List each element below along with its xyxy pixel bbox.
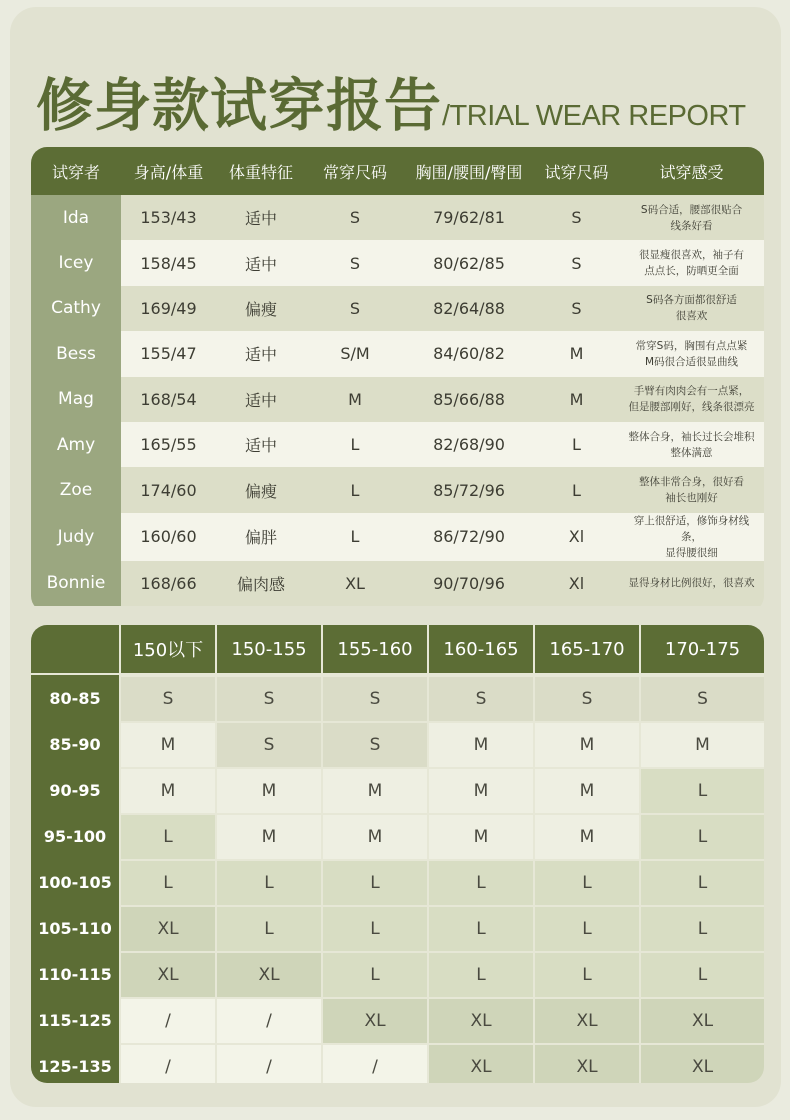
feedback-cell [619, 331, 764, 376]
height-range-header: 170-175 [639, 625, 764, 675]
bust-range-label: 90-95 [31, 767, 119, 813]
size-cell: / [215, 1043, 321, 1083]
size-cell: L [119, 859, 215, 905]
trial-cell: S [306, 240, 404, 285]
trial-cell: 适中 [216, 422, 306, 467]
trial-cell: L [534, 467, 619, 512]
trial-cell: L [306, 467, 404, 512]
size-cell: M [639, 721, 764, 767]
feedback-line: 很喜欢 [675, 310, 708, 323]
size-cell: XL [639, 1043, 764, 1083]
trial-cell: 153/43 [121, 195, 216, 240]
size-cell: L [427, 951, 533, 997]
tester-name: Amy [31, 422, 121, 467]
size-cell: M [427, 721, 533, 767]
size-cell: XL [321, 997, 427, 1043]
trial-row [31, 561, 764, 606]
trial-header-cell: 试穿感受 [619, 147, 764, 195]
size-row [31, 1043, 764, 1083]
trial-cell: 偏胖 [216, 513, 306, 561]
trial-row [31, 331, 764, 376]
trial-header-cell: 常穿尺码 [306, 147, 404, 195]
page-title [36, 60, 746, 142]
size-cell: XL [119, 951, 215, 997]
size-cell: M [533, 813, 639, 859]
bust-range-label: 100-105 [31, 859, 119, 905]
size-cell: M [533, 767, 639, 813]
feedback-cell [619, 286, 764, 331]
size-cell: XL [215, 951, 321, 997]
trial-cell: S/M [306, 331, 404, 376]
size-cell: XL [639, 997, 764, 1043]
trial-cell: S [534, 286, 619, 331]
size-row [31, 951, 764, 997]
trial-row [31, 467, 764, 512]
trial-header-cell: 胸围/腰围/臀围 [404, 147, 534, 195]
trial-cell: 85/72/96 [404, 467, 534, 512]
tester-name: Bonnie [31, 561, 121, 606]
tester-name: Icey [31, 240, 121, 285]
bust-range-label: 115-125 [31, 997, 119, 1043]
size-cell: XL [533, 997, 639, 1043]
trial-cell: S [306, 195, 404, 240]
trial-cell: 90/70/96 [404, 561, 534, 606]
feedback-line: 但是腰部刚好，线条很漂亮 [628, 401, 755, 414]
feedback-cell [619, 467, 764, 512]
title-english: /TRIAL WEAR REPORT [442, 100, 746, 132]
size-cell: / [215, 997, 321, 1043]
tester-name: Zoe [31, 467, 121, 512]
height-range-header: 160-165 [427, 625, 533, 675]
size-row [31, 905, 764, 951]
feedback-line: 整体满意 [670, 446, 713, 459]
trial-cell: Xl [534, 513, 619, 561]
tester-name: Mag [31, 377, 121, 422]
feedback-line: 点点长，防晒更全面 [644, 265, 739, 278]
size-table-corner [31, 625, 119, 675]
trial-cell: S [306, 286, 404, 331]
trial-cell: L [306, 422, 404, 467]
size-row [31, 767, 764, 813]
size-cell: S [215, 675, 321, 721]
feedback-line: 手臂有肉肉会有一点紧， [633, 385, 750, 398]
trial-cell: Xl [534, 561, 619, 606]
size-cell: L [533, 859, 639, 905]
size-cell: L [119, 813, 215, 859]
trial-row [31, 513, 764, 561]
trial-cell: 适中 [216, 331, 306, 376]
size-cell: L [639, 859, 764, 905]
tester-name: Cathy [31, 286, 121, 331]
size-reference-table [31, 625, 764, 1083]
feedback-line: 常穿S码，胸围有点点紧 [635, 339, 748, 352]
trial-cell: 适中 [216, 240, 306, 285]
bust-range-label: 80-85 [31, 675, 119, 721]
trial-table-header [31, 147, 764, 195]
trial-row [31, 286, 764, 331]
trial-cell: M [534, 377, 619, 422]
feedback-line: S码各方面都很舒适 [646, 294, 737, 307]
tester-name: Judy [31, 513, 121, 561]
trial-cell: S [534, 240, 619, 285]
trial-cell: 168/54 [121, 377, 216, 422]
size-cell: M [321, 767, 427, 813]
bust-range-label: 125-135 [31, 1043, 119, 1083]
size-cell: L [533, 905, 639, 951]
size-cell: L [321, 905, 427, 951]
feedback-line: 整体非常合身，很好看 [639, 476, 744, 489]
trial-cell: 偏瘦 [216, 286, 306, 331]
feedback-line: S码合适，腰部很贴合 [640, 203, 743, 216]
size-cell: L [215, 905, 321, 951]
trial-cell: 84/60/82 [404, 331, 534, 376]
feedback-line: 整体合身，袖长过长会堆积 [628, 430, 755, 443]
trial-cell: M [306, 377, 404, 422]
size-cell: L [533, 951, 639, 997]
height-range-header: 150以下 [119, 625, 215, 675]
trial-cell: 168/66 [121, 561, 216, 606]
trial-cell: 174/60 [121, 467, 216, 512]
trial-cell: 偏肉感 [216, 561, 306, 606]
size-cell: M [215, 767, 321, 813]
trial-cell: 适中 [216, 195, 306, 240]
trial-cell: 86/72/90 [404, 513, 534, 561]
size-cell: / [119, 997, 215, 1043]
trial-header-cell: 体重特征 [216, 147, 306, 195]
trial-cell: S [534, 195, 619, 240]
trial-cell: 偏瘦 [216, 467, 306, 512]
size-row [31, 721, 764, 767]
trial-row [31, 422, 764, 467]
feedback-line: 很显瘦很喜欢，袖子有 [639, 249, 744, 262]
height-range-header: 165-170 [533, 625, 639, 675]
trial-cell: 160/60 [121, 513, 216, 561]
title-chinese: 修身款试穿报告 [36, 73, 442, 139]
tester-name: Bess [31, 331, 121, 376]
trial-row [31, 195, 764, 240]
size-cell: L [639, 813, 764, 859]
bust-range-label: 95-100 [31, 813, 119, 859]
size-cell: M [119, 721, 215, 767]
trial-cell: 适中 [216, 377, 306, 422]
size-row [31, 813, 764, 859]
trial-cell: 80/62/85 [404, 240, 534, 285]
size-cell: S [321, 721, 427, 767]
feedback-cell [619, 195, 764, 240]
size-row [31, 997, 764, 1043]
trial-header-cell: 试穿者 [31, 147, 121, 195]
trial-header-cell: 试穿尺码 [534, 147, 619, 195]
trial-cell: 85/66/88 [404, 377, 534, 422]
size-cell: S [119, 675, 215, 721]
trial-cell: 155/47 [121, 331, 216, 376]
trial-report-table [31, 147, 764, 612]
feedback-line: M码很合适很显曲线 [644, 355, 739, 368]
trial-row [31, 240, 764, 285]
size-cell: M [427, 767, 533, 813]
size-cell: M [321, 813, 427, 859]
trial-row [31, 377, 764, 422]
trial-cell: XL [306, 561, 404, 606]
height-range-header: 150-155 [215, 625, 321, 675]
trial-cell: 82/68/90 [404, 422, 534, 467]
size-table-header [31, 625, 764, 675]
size-cell: L [215, 859, 321, 905]
trial-cell: 165/55 [121, 422, 216, 467]
size-row [31, 859, 764, 905]
size-cell: L [321, 859, 427, 905]
trial-cell: 169/49 [121, 286, 216, 331]
size-cell: L [639, 951, 764, 997]
size-cell: XL [427, 997, 533, 1043]
size-cell: L [427, 859, 533, 905]
feedback-cell [619, 422, 764, 467]
feedback-line: 穿上很舒适，修饰身材线条， [633, 514, 750, 543]
trial-header-cell: 身高/体重 [121, 147, 216, 195]
size-cell: S [321, 675, 427, 721]
size-cell: XL [427, 1043, 533, 1083]
size-row [31, 675, 764, 721]
size-cell: M [119, 767, 215, 813]
size-cell: L [427, 905, 533, 951]
trial-cell: M [534, 331, 619, 376]
size-cell: M [533, 721, 639, 767]
size-cell: S [639, 675, 764, 721]
feedback-line: 线条好看 [670, 219, 713, 232]
size-cell: S [215, 721, 321, 767]
size-cell: XL [533, 1043, 639, 1083]
trial-cell: 82/64/88 [404, 286, 534, 331]
trial-cell: L [534, 422, 619, 467]
trial-cell: L [306, 513, 404, 561]
size-cell: XL [119, 905, 215, 951]
bust-range-label: 85-90 [31, 721, 119, 767]
trial-cell: 158/45 [121, 240, 216, 285]
size-cell: M [427, 813, 533, 859]
size-cell: L [639, 905, 764, 951]
trial-cell: 79/62/81 [404, 195, 534, 240]
feedback-line: 袖长也刚好 [665, 492, 718, 505]
bust-range-label: 110-115 [31, 951, 119, 997]
size-cell: L [639, 767, 764, 813]
feedback-line: 显得身材比例很好，很喜欢 [628, 577, 755, 590]
size-cell: S [427, 675, 533, 721]
size-cell: / [321, 1043, 427, 1083]
size-cell: / [119, 1043, 215, 1083]
feedback-cell [619, 561, 764, 606]
feedback-cell [619, 377, 764, 422]
feedback-cell [619, 240, 764, 285]
size-cell: L [321, 951, 427, 997]
size-cell: S [533, 675, 639, 721]
bust-range-label: 105-110 [31, 905, 119, 951]
size-cell: M [215, 813, 321, 859]
tester-name: Ida [31, 195, 121, 240]
height-range-header: 155-160 [321, 625, 427, 675]
feedback-cell [619, 513, 764, 561]
feedback-line: 显得腰很细 [665, 546, 718, 559]
